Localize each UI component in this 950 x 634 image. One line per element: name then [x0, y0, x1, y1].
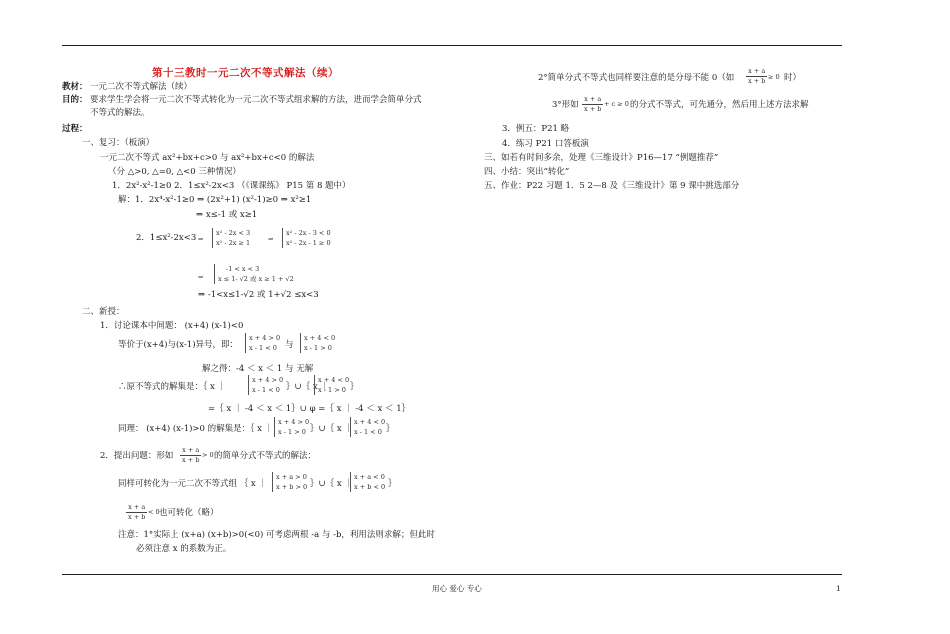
right-line-6: 四、小结：突出“转化”: [484, 167, 570, 177]
question-1-equiv: 等价于(x+4)与(x-1)异号，即：: [118, 340, 239, 350]
right-line-2-post: 的分式不等式，可先通分，然后用上述方法求解: [630, 100, 809, 110]
review-line-1: 一元二次不等式 ax²+bx+c>0 与 ax²+bx+c<0 的解法: [100, 153, 315, 163]
goal-text-1: 要求学生学会将一元二次不等式转化为一元二次不等式组求解的方法，进而学会简单分式: [90, 95, 422, 105]
right-line-5: 三、如若有时间多余，处理《三维设计》P16—17 “例题推荐”: [484, 153, 719, 163]
process-label: 过程：: [62, 124, 88, 134]
right-line-3: 3．例五：P21 略: [502, 124, 570, 134]
implies-arrow-2: ⇒: [268, 235, 274, 243]
right-line-2: 3°形如: [552, 100, 579, 110]
inequality-system-9: x + 4 < 0 x - 1 < 0: [350, 417, 385, 437]
inequality-system-6: x + 4 > 0 x - 1 < 0: [248, 375, 283, 395]
union-symbol-1: ｝∪｛ x ｜: [286, 382, 329, 392]
greater-than-zero: > 0: [202, 451, 214, 459]
review-line-6: 2．1≤x²-2x<3: [136, 233, 197, 243]
question-1-same: 同理： (x+4) (x-1)>0 的解集是：｛ x ｜: [118, 424, 274, 434]
fraction-xa-xb-1: $\frac{x + a}{x + b}$: [182, 446, 200, 464]
inequality-system-5: x + 4 < 0 x - 1 > 0: [300, 333, 335, 353]
review-heading: 一、复习：（板演）: [82, 138, 155, 148]
right-line-1: 2°简单分式不等式也同样要注意的是分母不能 0（如: [538, 73, 735, 83]
goal-label: 目的：: [62, 95, 88, 105]
inequality-system-4: x + 4 > 0 x - 1 < 0: [245, 333, 280, 353]
right-line-7: 五、作业：P22 习题 1．5 2—8 及《三维设计》第 9 课中挑选部分: [484, 181, 740, 191]
review-line-2: （分 △>0, △=0, △<0 三种情况）: [108, 167, 241, 177]
review-line-5: ⇒ x≤-1 或 x≥1: [196, 210, 258, 220]
close-brace-1: ｝: [350, 382, 359, 392]
page-title: 第十三教时一元二次不等式解法（续）: [152, 67, 339, 79]
note-2: 必须注意 x 的系数为正。: [136, 544, 232, 554]
right-line-1-post: 时）: [784, 73, 802, 83]
question-2-same: 同样可转化为一元二次不等式组 ｛ x ｜: [118, 479, 267, 489]
new-heading: 二、新授：: [82, 307, 125, 317]
question-1-set-label: ∴原不等式的解集是：｛ x ｜: [118, 382, 226, 392]
less-than-zero: < 0: [148, 508, 160, 516]
fraction-xa-xb-2: $\frac{x + a}{x + b}$: [128, 503, 146, 521]
right-ge-zero: ≥ 0: [768, 73, 780, 81]
inequality-system-7: x + 4 < 0 x - 1 > 0: [314, 375, 349, 395]
page-number: 1: [836, 584, 841, 593]
question-1-result: =｛ x ｜ -4 ＜ x ＜ 1｝∪ φ =｛ x ｜ -4 ＜ x ＜ 1｝: [208, 404, 411, 414]
question-1: 1．讨论课本中间题： (x+4) (x-1)<0: [100, 321, 244, 331]
question-2-tail: 的简单分式不等式的解法：: [214, 451, 317, 461]
and-word: 与: [285, 340, 294, 350]
review-line-7: ⇒ -1<x≤1-√2 或 1+√2 ≤x<3: [198, 290, 319, 300]
fraction-xa-xb-4: $\frac{x + a}{x + b}$: [584, 95, 602, 113]
footer-text: 用心 爱心 专心: [432, 584, 482, 593]
review-line-3: 1．2x²-x²-1≥0 2．1≤x²-2x<3 （《课课练》 P15 第 8 题中）: [112, 181, 351, 191]
inequality-system-11: x + a < 0 x + b < 0: [350, 472, 385, 492]
right-plus-c: + c ≥ 0: [604, 100, 629, 108]
union-symbol-3: ｝∪｛ x ｜: [310, 479, 353, 489]
inequality-system-3: -1 < x < 3 x ≤ 1- √2 或 x ≥ 1 + √2: [214, 264, 294, 284]
bottom-rule: [62, 574, 842, 575]
implies-arrow-1: ⇒: [198, 235, 204, 243]
close-brace-2: ｝: [386, 424, 395, 434]
question-1-solve: 解之得：-4 ＜ x ＜ 1 与 无解: [202, 364, 314, 374]
top-rule: [62, 45, 842, 46]
note-1: 注意：1°实际上 (x+a) (x+b)>0(<0) 可考虑两根 -a 与 -b，利用法则求解；但此时: [118, 530, 435, 540]
inequality-system-1: x² - 2x < 3 x² - 2x ≥ 1: [212, 228, 250, 248]
material-text: 一元二次不等式解法（续）: [90, 82, 193, 92]
material-label: 教材：: [62, 82, 88, 92]
implies-arrow-3: ⇒: [198, 273, 204, 281]
fraction-xa-xb-3: $\frac{x + a}{x + b}$: [748, 67, 766, 85]
union-symbol-2: ｝∪｛ x ｜: [310, 424, 353, 434]
inequality-system-10: x + a > 0 x + b > 0: [272, 472, 307, 492]
inequality-system-8: x + 4 > 0 x - 1 > 0: [274, 417, 309, 437]
question-2-also: 也可转化（略）: [159, 508, 219, 518]
question-2: 2．提出问题：形如: [100, 451, 174, 461]
review-line-4: 解：1．2x⁴-x²-1≥0 ⇒ (2x²+1) (x²-1)≥0 ⇒ x²≥1: [118, 195, 312, 205]
close-brace-3: ｝: [388, 479, 397, 489]
right-line-4: 4．练习 P21 口答板演: [502, 139, 589, 149]
goal-text-2: 不等式的解法。: [90, 108, 150, 118]
inequality-system-2: x² - 2x - 3 < 0 x² - 2x - 1 ≥ 0: [282, 228, 331, 248]
